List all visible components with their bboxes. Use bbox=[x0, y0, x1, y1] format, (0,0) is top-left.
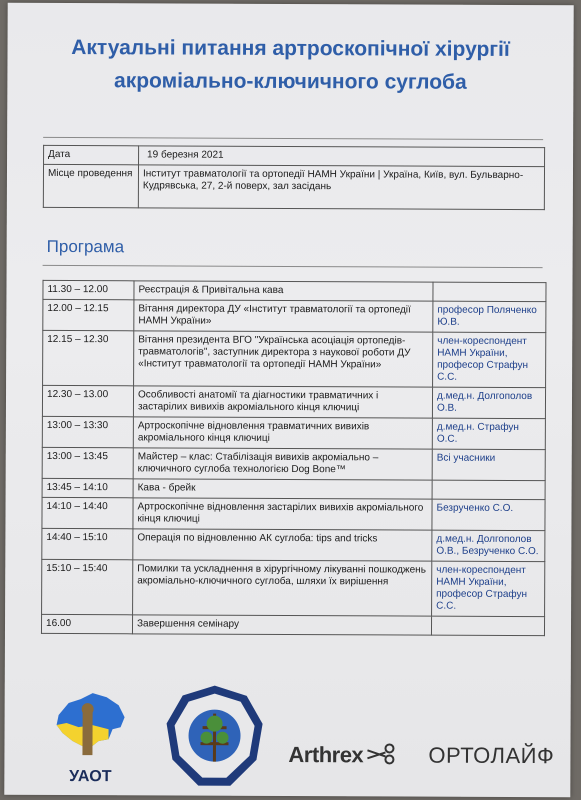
event-info-table bbox=[43, 145, 545, 210]
program-row bbox=[42, 528, 545, 561]
program-description: Артроскопічне відновлення травматичних вивихів акроміального кінця ключиці bbox=[133, 417, 432, 449]
uaot-text: УАОТ bbox=[69, 768, 112, 786]
program-heading: Програма bbox=[46, 236, 125, 257]
divider bbox=[43, 265, 543, 268]
program-time: 14:10 – 14:40 bbox=[42, 497, 133, 528]
logo-bar bbox=[4, 683, 570, 795]
program-table bbox=[41, 280, 547, 636]
institute-seal-icon bbox=[164, 683, 264, 793]
title-line-2: акроміально-ключичного суглоба bbox=[113, 69, 467, 94]
program-speaker: д.мед.н. Долгополов О.В., Безрученко С.О. bbox=[432, 530, 545, 561]
program-speaker bbox=[431, 616, 544, 635]
uaot-logo bbox=[52, 689, 128, 789]
ortolife-text: ОРТОЛАЙФ bbox=[428, 742, 555, 769]
divider bbox=[43, 137, 543, 140]
program-time: 12.15 – 12.30 bbox=[43, 330, 134, 385]
program-row bbox=[43, 299, 546, 332]
program-speaker: д.мед.н. Долгополов О.В. bbox=[432, 387, 545, 418]
program-row bbox=[42, 447, 545, 480]
institute-seal-logo bbox=[164, 683, 265, 798]
program-row bbox=[41, 614, 544, 635]
program-speaker: професор Поляченко Ю.В. bbox=[433, 301, 546, 332]
date-value: 19 березня 2021 bbox=[139, 146, 545, 167]
program-description: Реєстрація & Привітальна кава bbox=[134, 281, 433, 301]
program-time: 13:45 – 14:10 bbox=[42, 478, 133, 497]
program-description: Операція по відновленню АК суглоба: tips and tricks bbox=[133, 529, 432, 561]
arthrex-text: Arthrex bbox=[288, 742, 364, 768]
program-speaker: д.мед.н. Страфун О.С. bbox=[432, 418, 545, 449]
program-description: Майстер – клас: Стабілізація вивихів акроміально – ключичного суглоба технологією Dog Bone™ bbox=[133, 448, 432, 480]
program-time: 12.00 – 12.15 bbox=[43, 299, 134, 330]
program-row bbox=[42, 559, 545, 616]
scissors-icon bbox=[366, 742, 396, 764]
program-description: Вітання директора ДУ «Інститут травматології та ортопедії НАМН України» bbox=[134, 300, 433, 332]
program-description: Помилки та ускладнення в хірургічному лікуванні пошкоджень акроміально-ключичного суглоба, шляхи їх вирішення bbox=[133, 560, 432, 616]
program-speaker: Всі учасники bbox=[432, 449, 545, 480]
ukraine-map-icon bbox=[52, 689, 128, 763]
program-speaker bbox=[432, 480, 545, 499]
program-row bbox=[42, 385, 545, 418]
ortolife-logo bbox=[428, 743, 554, 770]
program-description: Завершення семінару bbox=[132, 615, 431, 635]
program-description: Особливості анатомії та діагностики травматичних і застарілих вивихів акроміального кінця ключиці bbox=[133, 386, 432, 418]
page-title bbox=[7, 31, 573, 99]
program-row bbox=[42, 416, 545, 449]
program-description: Кава - брейк bbox=[133, 479, 432, 499]
program-row bbox=[43, 280, 546, 301]
program-time: 13:00 – 13:45 bbox=[42, 447, 133, 478]
program-sheet bbox=[4, 3, 573, 797]
program-time: 12.30 – 13.00 bbox=[42, 385, 133, 416]
program-description: Вітання президента ВГО "Українська асоціація ортопедів-травматологів", заступник директора з наукової роботи ДУ «Інститут травматології та ортопедії НАМН України» bbox=[134, 331, 433, 387]
program-time: 15:10 – 15:40 bbox=[42, 559, 133, 614]
program-row bbox=[43, 330, 546, 387]
arthrex-logo bbox=[288, 742, 395, 768]
program-speaker: Безрученко С.О. bbox=[432, 499, 545, 530]
venue-value: Інститут травматології та ортопедії НАМН України | Україна, Київ, вул. Бульварно- Кудрявська, 27, 2-й поверх, зал засідань bbox=[138, 165, 544, 210]
venue-row bbox=[43, 164, 544, 209]
program-speaker bbox=[433, 282, 546, 301]
program-time: 16.00 bbox=[41, 614, 132, 633]
program-time: 11.30 – 12.00 bbox=[43, 280, 134, 299]
venue-label: Місце проведення bbox=[43, 164, 138, 207]
date-label: Дата bbox=[44, 145, 139, 164]
program-description: Артроскопічне відновлення застарілих вивихів акроміального кінця ключиці bbox=[133, 498, 432, 530]
date-row bbox=[44, 145, 545, 166]
program-speaker: член-кореспондент НАМН України, професор Страфун С.С. bbox=[433, 332, 546, 387]
program-row bbox=[42, 497, 545, 530]
program-row bbox=[42, 478, 545, 499]
title-line-1: Актуальні питання артроскопічної хірургії bbox=[71, 36, 510, 61]
program-speaker: член-кореспондент НАМН України, професор Страфун С.С. bbox=[432, 561, 545, 616]
program-time: 14:40 – 15:10 bbox=[42, 528, 133, 559]
program-time: 13:00 – 13:30 bbox=[42, 416, 133, 447]
